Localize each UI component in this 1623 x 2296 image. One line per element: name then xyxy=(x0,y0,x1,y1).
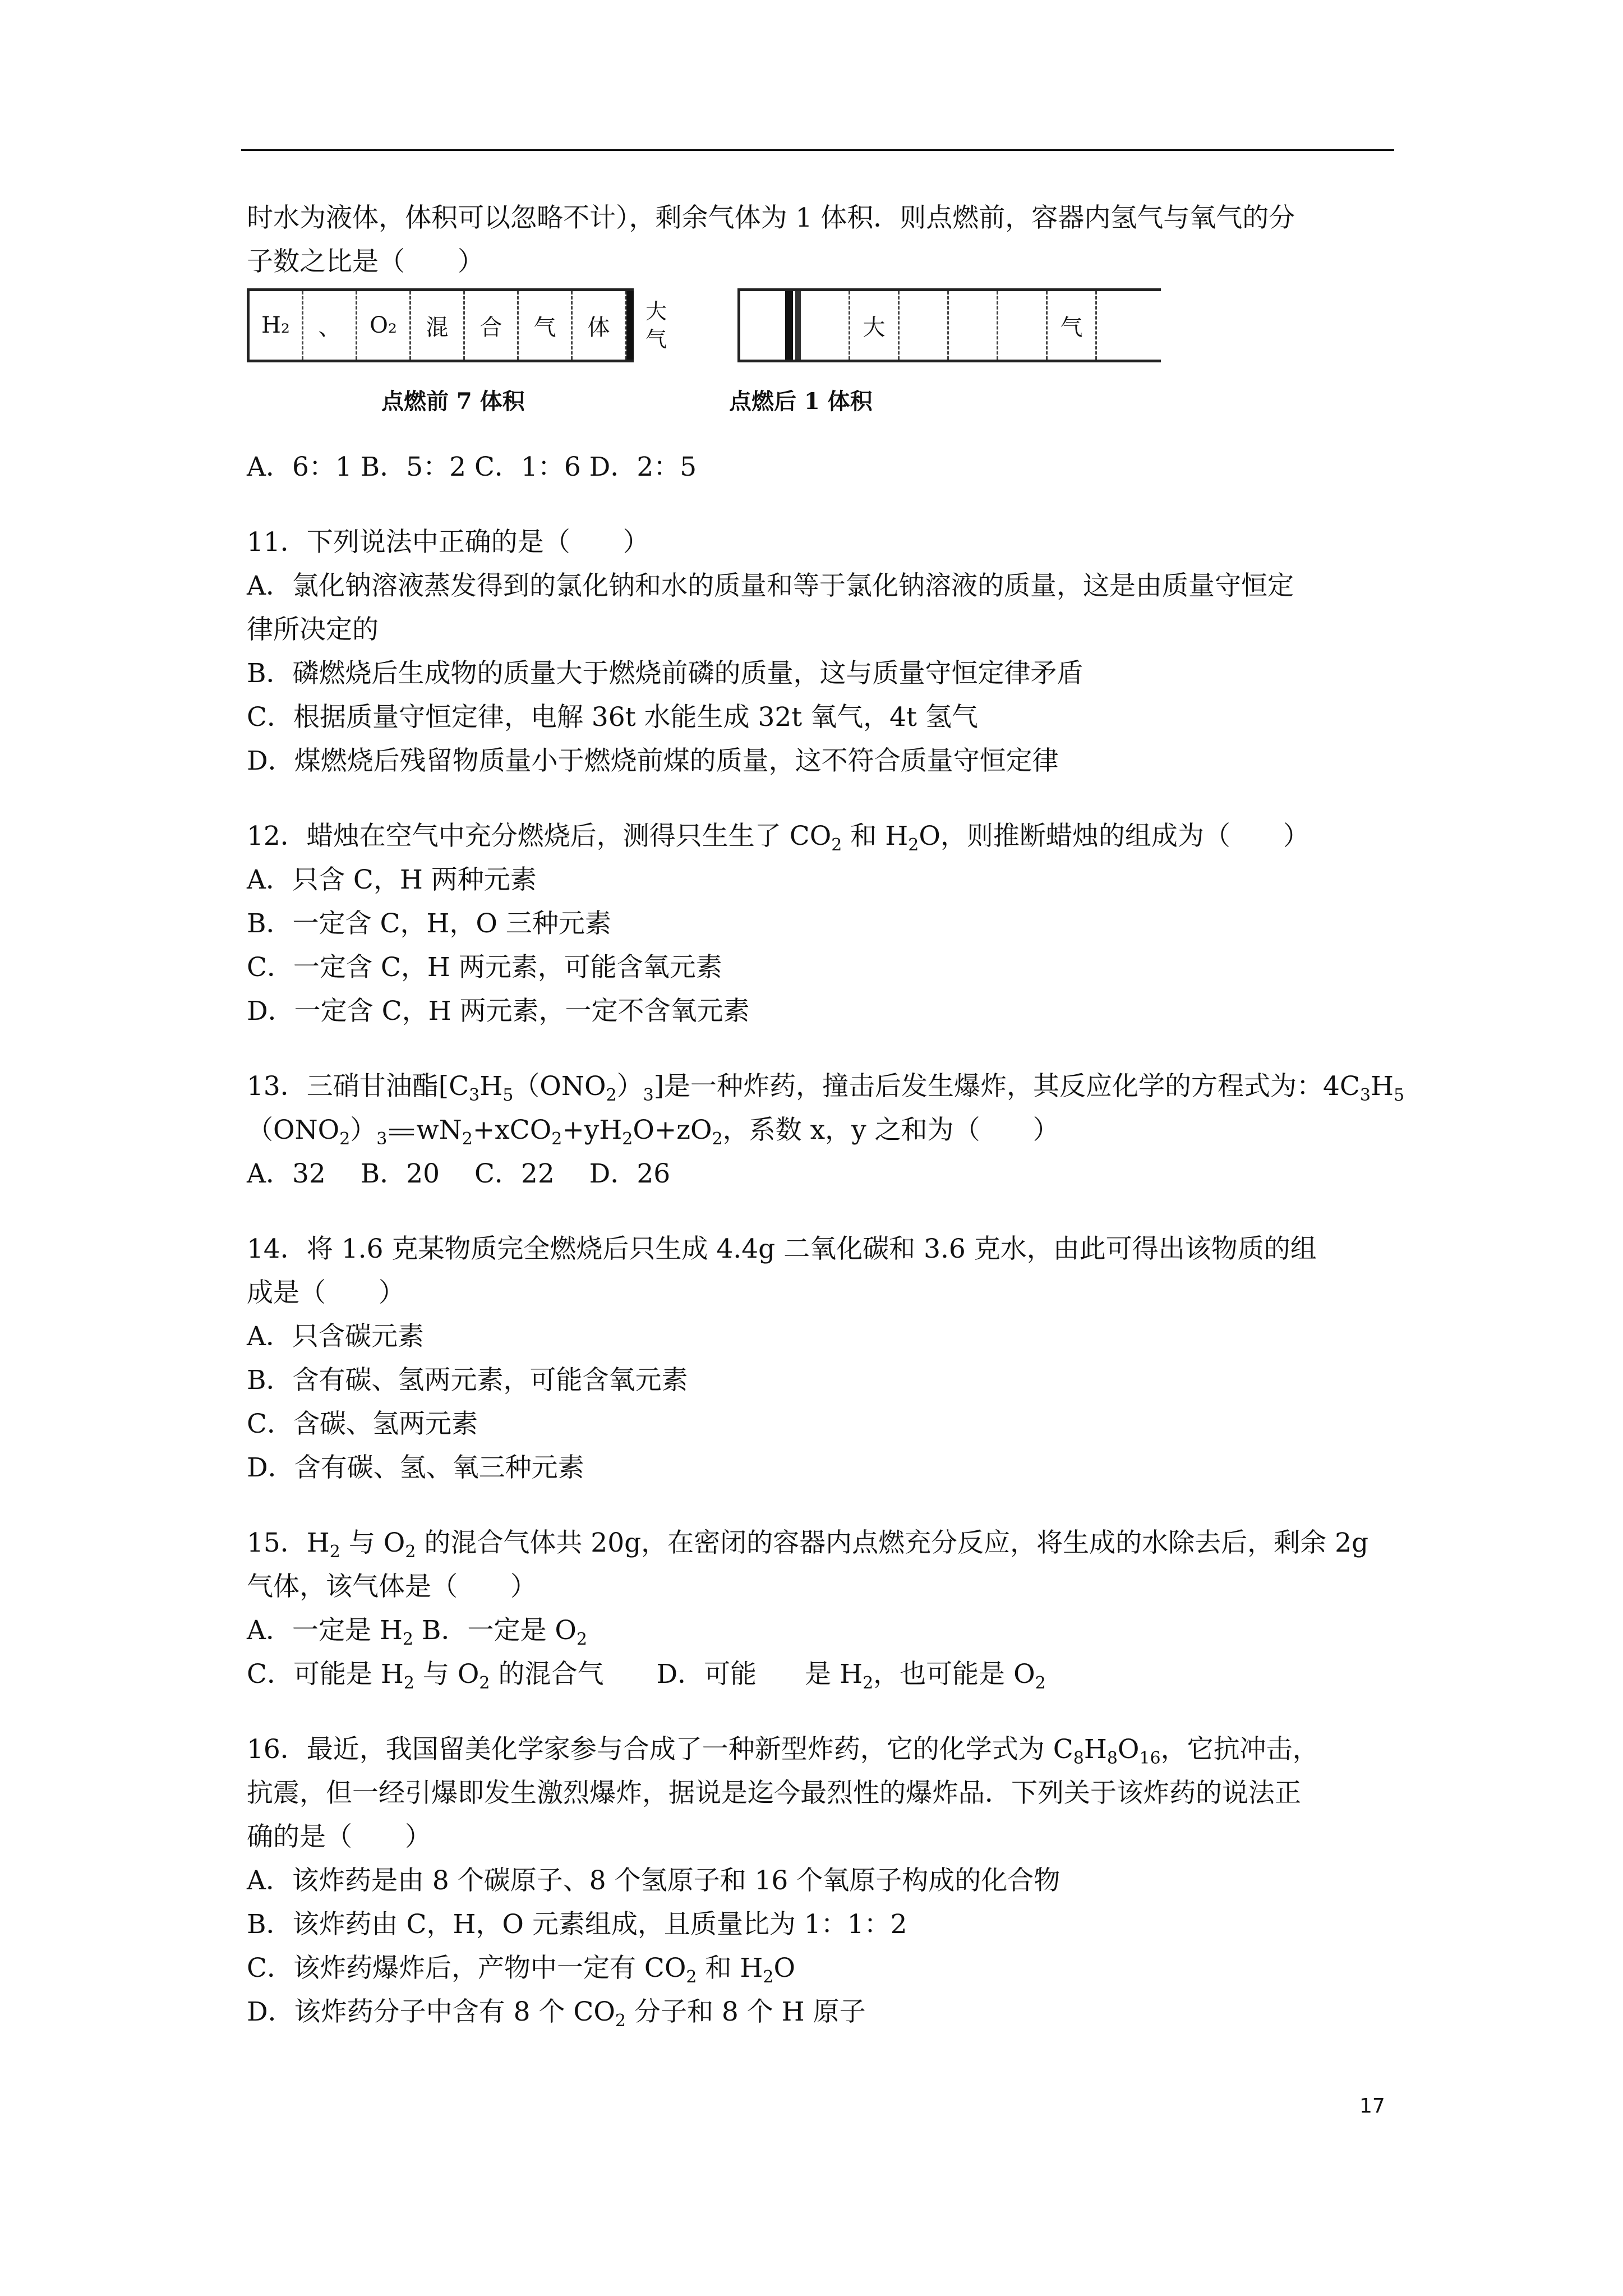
tube-piston xyxy=(626,291,634,360)
caption-after: 点燃后 1 体积 xyxy=(729,388,873,415)
q16-stem-2: 抗震，但一经引爆即发生激烈爆炸，据说是迄今最烈性的爆炸品．下列关于该炸药的说法正 xyxy=(247,1778,1301,1809)
tube-cell: 、 xyxy=(303,291,357,360)
q14-option-d: D．含有碳、氢、氧三种元素 xyxy=(247,1452,584,1483)
q15-options-cd: C．可能是 $H_2$ 与 $O_2$ 的混合气 D．可能 是 $H_2$，也可能是 $O_2$ xyxy=(247,1659,1046,1693)
q14-stem-1: 14．将 1.6 克某物质完全燃烧后只生成 4.4g 二氧化碳和 3.6 克水，由此可得出该物质的组 xyxy=(247,1234,1317,1264)
tube-before-air-label: 大 气 xyxy=(634,288,679,362)
page-content xyxy=(247,196,1405,2034)
q14-option-b: B．含有碳、氢两元素，可能含氧元素 xyxy=(247,1365,688,1396)
tube-cell xyxy=(1097,291,1146,360)
q16-stem-1: 16．最近，我国留美化学家参与合成了一种新型炸药，它的化学式为 $C_8H_8O_{16}$，它抗冲击， xyxy=(247,1734,1319,1768)
tube-cell xyxy=(998,291,1048,360)
q13-stem-1: 13．三硝甘油酯$[C_3H_5(ONO_2)_3]$是一种炸药，撞击后发生爆炸，其反应化学的方程式为：$4C_3H_5$ xyxy=(247,1071,1405,1105)
q16-stem-3: 确的是（ ） xyxy=(247,1821,431,1852)
q12-option-b: B．一定含 C，H，O 三种元素 xyxy=(247,908,611,939)
tube-cell-air: 大 xyxy=(850,291,900,360)
q11-option-b: B．磷燃烧后生成物的质量大于燃烧前磷的质量，这与质量守恒定律矛盾 xyxy=(247,658,1083,689)
tube-piston-edge xyxy=(795,291,801,360)
caption-before: 点燃前 7 体积 xyxy=(381,388,525,415)
tube-cell: 气 xyxy=(519,291,573,360)
q15-options-ab: A．一定是 $H_2$ B．一定是 $O_2$ xyxy=(247,1615,588,1649)
q10-line-1: 时水为液体，体积可以忽略不计），剩余气体为 1 体积．则点燃前，容器内氢气与氧气的分 xyxy=(247,203,1295,233)
q10-line-2: 子数之比是（ ） xyxy=(247,246,484,277)
tube-cell: 合 xyxy=(465,291,519,360)
q11-option-d: D．煤燃烧后残留物质量小于燃烧前煤的质量，这不符合质量守恒定律 xyxy=(247,746,1059,776)
tube-before xyxy=(247,288,666,362)
q10-figure xyxy=(247,288,1396,440)
tube-cell xyxy=(801,291,850,360)
tube-cell xyxy=(900,291,949,360)
q12-option-c: C．一定含 C，H 两元素，可能含氧元素 xyxy=(247,952,722,983)
q15-stem-2: 气体，该气体是（ ） xyxy=(247,1571,537,1602)
q15-stem-1: 15．$H_2$ 与 $O_2$ 的混合气体共 20g，在密闭的容器内点燃充分反应，将生成的水除去后，剩余 2g xyxy=(247,1527,1369,1562)
header-rule xyxy=(241,149,1394,151)
q11-option-a: A．氯化钠溶液蒸发得到的氯化钠和水的质量和等于氯化钠溶液的质量，这是由质量守恒定 xyxy=(247,570,1294,601)
q10-options: A．6：1 B．5：2 C．1：6 D．2：5 xyxy=(247,452,697,482)
tube-cell: 体 xyxy=(573,291,626,360)
q14-option-a: A．只含碳元素 xyxy=(247,1321,424,1352)
tube-cell-o2: O₂ xyxy=(357,291,411,360)
q16-option-c: C．该炸药爆炸后，产物中一定有 $CO_2$ 和 $H_2O$ xyxy=(247,1953,796,1987)
tube-cell-air: 气 xyxy=(1048,291,1097,360)
tube-cell-gas xyxy=(740,291,785,360)
q16-option-d: D．该炸药分子中含有 8 个 $CO_2$ 分子和 8 个 H 原子 xyxy=(247,1996,866,2031)
q12-stem: 12．蜡烛在空气中充分燃烧后，测得只生生了 $CO_2$ 和 $H_2O$，则推断蜡烛的组成为（ ） xyxy=(247,821,1310,855)
tube-cell: 混 xyxy=(411,291,465,360)
q12-option-d: D．一定含 C，H 两元素，一定不含氧元素 xyxy=(247,996,750,1027)
tube-cell-h2: H₂ xyxy=(250,291,303,360)
tube-cell xyxy=(949,291,998,360)
q14-stem-2: 成是（ ） xyxy=(247,1277,405,1308)
q11-option-c: C．根据质量守恒定律，电解 36t 水能生成 32t 氧气，4t 氢气 xyxy=(247,702,978,733)
q12-option-a: A．只含 C，H 两种元素 xyxy=(247,864,537,895)
q13-stem-2: $(ONO_2)_3$ $wN_2+xCO_2+yH_2O+zO_2$，系数 x，y 之和为（ ） xyxy=(247,1115,1059,1149)
page-number: 17 xyxy=(1359,2095,1385,2118)
q14-option-c: C．含碳、氢两元素 xyxy=(247,1409,478,1439)
equation-sign xyxy=(389,1129,414,1135)
q11-stem: 11．下列说法中正确的是（ ） xyxy=(247,527,649,558)
q16-option-b: B．该炸药由 C，H，O 元素组成，且质量比为 1：1：2 xyxy=(247,1909,907,1940)
q16-option-a: A．该炸药是由 8 个碳原子、8 个氢原子和 16 个氧原子构成的化合物 xyxy=(247,1865,1061,1896)
tube-piston xyxy=(785,291,793,360)
q13-options: A．32 B．20 C．22 D．26 xyxy=(247,1158,671,1189)
q11-option-a-cont: 律所决定的 xyxy=(247,614,379,645)
tube-after xyxy=(737,288,1161,362)
